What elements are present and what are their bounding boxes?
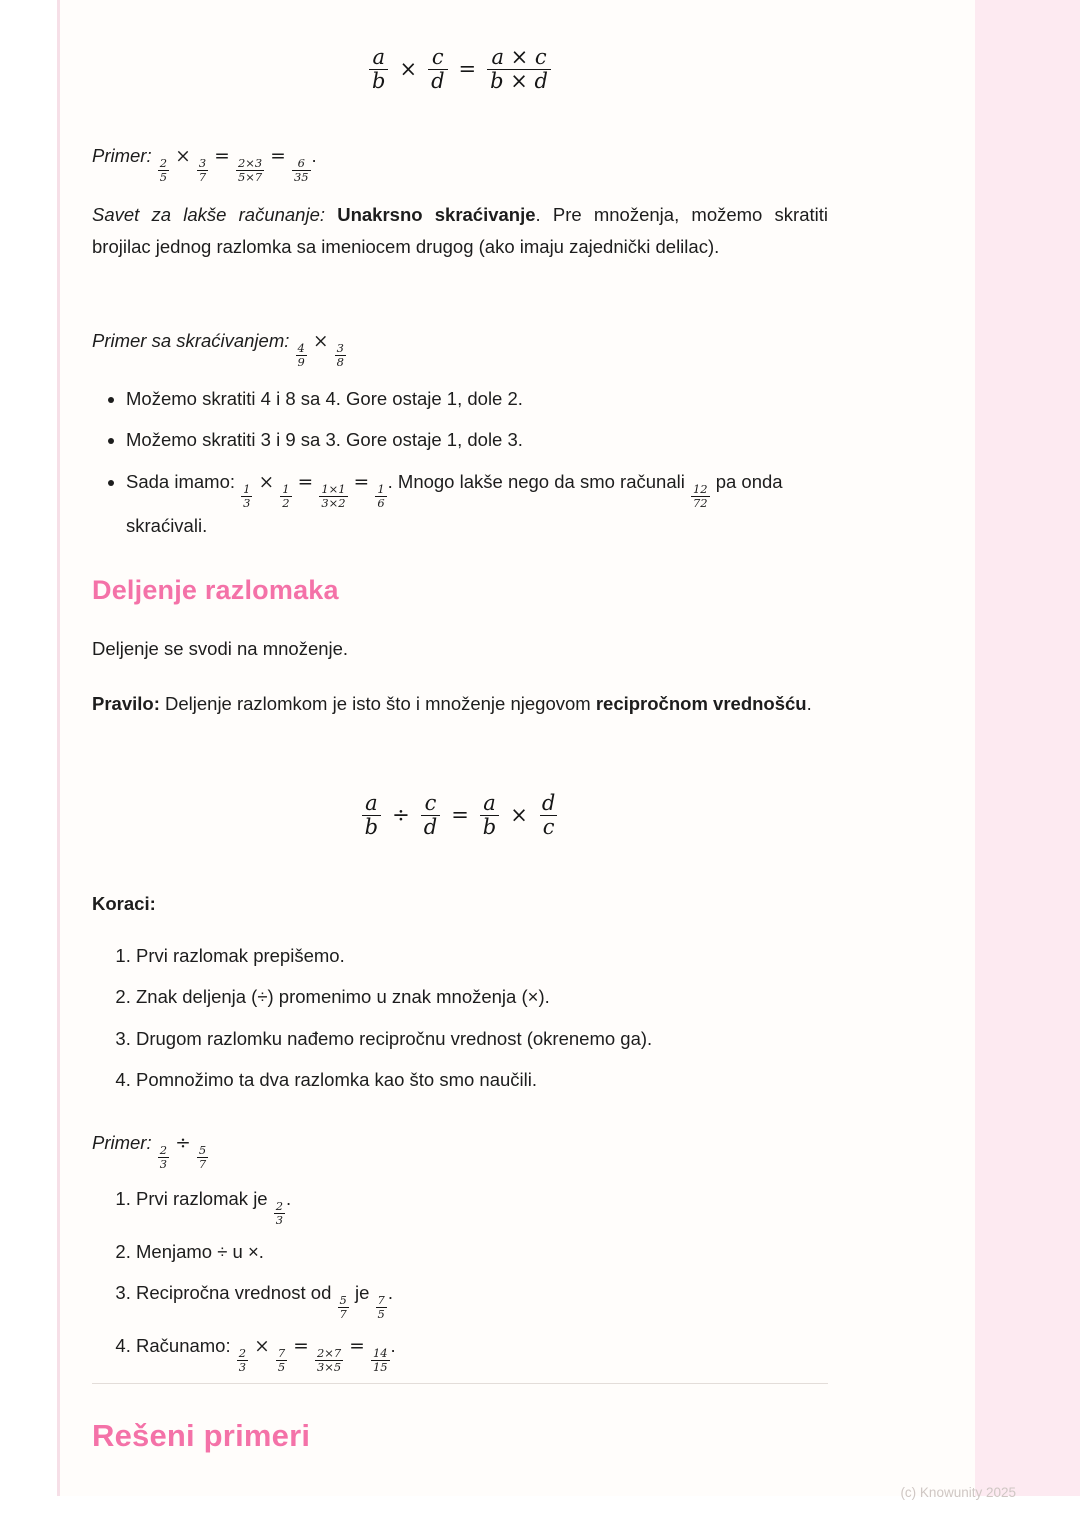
section-divider: [92, 1383, 828, 1384]
watermark: (c) Knowunity 2025: [900, 1485, 1016, 1500]
fraction-1-3: $\frac{1}{3}$: [243, 481, 251, 510]
fraction-12-72: $\frac{12}{72}$: [692, 481, 708, 510]
tip-paragraph: [92, 199, 828, 263]
multiply-operator: ×: [258, 471, 275, 493]
multiply-operator: ×: [399, 57, 418, 82]
step4-suffix: .: [390, 1335, 396, 1357]
fraction-5-7: $\frac{5}{7}$: [339, 1293, 347, 1322]
equals-sign: =: [458, 57, 477, 82]
equals-sign-2: =: [349, 1336, 365, 1358]
equals-sign: =: [293, 1336, 309, 1358]
equals-sign-2: =: [353, 471, 370, 493]
example-division-label: Primer:: [92, 1132, 152, 1153]
steps-heading: Koraci:: [92, 893, 156, 914]
rule-label: Pravilo:: [92, 693, 160, 714]
list-item: 3. Drugom razlomku nađemo recipročnu vrednost (okrenemo ga).: [136, 1023, 828, 1055]
heading-deljenje-razlomaka: Deljenje razlomaka: [92, 575, 339, 605]
fraction-a-b: $\frac{a}{b}$: [367, 46, 390, 92]
list-item: [136, 1183, 828, 1227]
fraction-2x3-5x7: $\frac{2\times 3}{5\times 7}$: [237, 156, 263, 184]
list-item-result: [126, 466, 828, 542]
result-prefix: Sada imamo:: [126, 470, 235, 492]
division-worked-steps: [92, 1183, 828, 1383]
rule-text-2: .: [806, 693, 812, 714]
fraction-3-7: $\frac{3}{7}$: [198, 156, 207, 184]
fraction-7-5: $\frac{7}{5}$: [377, 1293, 385, 1322]
fraction-4-9: $\frac{4}{9}$: [297, 341, 305, 369]
fraction-c-d: $\frac{c}{d}$: [419, 792, 442, 838]
fraction-1-2: $\frac{1}{2}$: [282, 481, 290, 510]
step1-suffix: .: [286, 1188, 292, 1209]
multiply-operator: ×: [510, 803, 528, 828]
tip-bold-term: Unakrsno skraćivanje: [337, 204, 536, 225]
fraction-product: $\frac{a \times c}{b \times d}$: [485, 46, 553, 92]
horizontal-rule: [92, 1383, 828, 1384]
result-suffix: pa onda skraćivali.: [126, 470, 783, 536]
equals-sign-2: =: [270, 146, 286, 167]
period: .: [311, 145, 317, 166]
rule-paragraph: [92, 688, 828, 720]
fraction-2-3: $\frac{2}{3}$: [159, 1143, 168, 1171]
list-item: • Možemo skratiti 3 i 9 sa 3. Gore ostaje 1, dole 3.: [126, 424, 828, 456]
multiply-operator: ×: [254, 1336, 270, 1358]
fraction-2-3: $\frac{2}{3}$: [275, 1199, 284, 1227]
page-left-border: [57, 0, 60, 1496]
fraction-c-d: $\frac{c}{d}$: [426, 46, 449, 92]
fraction-2-5: $\frac{2}{5}$: [159, 156, 168, 184]
steps-list: [92, 940, 828, 1106]
step1-prefix: Prvi razlomak je: [136, 1188, 268, 1209]
fraction-d-c: $\frac{d}{c}$: [537, 792, 560, 838]
fraction-5-7: $\frac{5}{7}$: [198, 1143, 207, 1171]
example-cancelling: [92, 325, 828, 369]
fraction-1-6: $\frac{1}{6}$: [377, 481, 385, 510]
list-item: 2. Znak deljenja (÷) promenimo u znak množenja (×).: [136, 981, 828, 1013]
divide-operator: ÷: [175, 1133, 191, 1154]
heading-reseni-primeri: Rešeni primeri: [92, 1418, 311, 1453]
fraction-a-b: $\frac{a}{b}$: [360, 792, 383, 838]
fraction-1x1-3x2: $\frac{1\times 1}{3\times 2}$: [321, 481, 346, 510]
tip-text: . Pre množenja, možemo skratiti brojilac jednog razlomka sa imeniocem drugog (ako imaju zajednički delilac).: [92, 204, 828, 257]
tip-label: Savet za lakše računanje:: [92, 204, 326, 225]
example-multiplication: [92, 140, 828, 184]
list-item: 4. Pomnožimo ta dva razlomka kao što smo naučili.: [136, 1064, 828, 1096]
division-intro: Deljenje se svodi na množenje.: [92, 638, 349, 659]
list-item: [136, 1330, 828, 1374]
multiply-operator: ×: [175, 146, 191, 167]
step3-prefix: Recipročna vrednost od: [136, 1282, 332, 1304]
example-cancel-label: Primer sa skraćivanjem:: [92, 330, 290, 351]
cancelling-bullet-list: [92, 383, 828, 551]
formula-multiplication: [92, 46, 828, 92]
step3-mid: je: [354, 1282, 370, 1304]
page-right-accent-strip: [975, 0, 1080, 1496]
list-item: 1. Prvi razlomak prepišemo.: [136, 940, 828, 972]
example-division: [92, 1127, 828, 1171]
multiply-operator: ×: [312, 331, 329, 352]
divide-operator: ÷: [392, 803, 410, 828]
equals-sign: =: [214, 146, 230, 167]
list-item: • Možemo skratiti 4 i 8 sa 4. Gore ostaje 1, dole 2.: [126, 383, 828, 415]
step3-suffix: .: [387, 1282, 393, 1304]
rule-bold-term: recipročnom vrednošću: [595, 693, 807, 714]
list-item: 2. Menjamo ÷ u ×.: [136, 1236, 828, 1268]
fraction-3-8: $\frac{3}{8}$: [336, 341, 344, 369]
fraction-a-b-2: $\frac{a}{b}$: [478, 792, 501, 838]
step4-prefix: Računamo:: [136, 1335, 231, 1357]
formula-division: [92, 792, 828, 838]
list-item: [136, 1277, 828, 1321]
rule-text-1: Deljenje razlomkom je isto što i množenje njegovom: [159, 693, 596, 714]
fraction-6-35: $\frac{6}{35}$: [293, 156, 309, 184]
result-mid-text: . Mnogo lakše nego da smo računali: [387, 470, 685, 492]
equals-sign: =: [297, 471, 314, 493]
fraction-7-5: $\frac{7}{5}$: [277, 1346, 286, 1375]
example-label: Primer:: [92, 145, 152, 166]
equals-sign: =: [451, 803, 469, 828]
fraction-14-15: $\frac{14}{15}$: [372, 1346, 388, 1375]
fraction-2-3: $\frac{2}{3}$: [238, 1346, 247, 1375]
fraction-2x7-3x5: $\frac{2\times 7}{3\times 5}$: [316, 1346, 342, 1375]
